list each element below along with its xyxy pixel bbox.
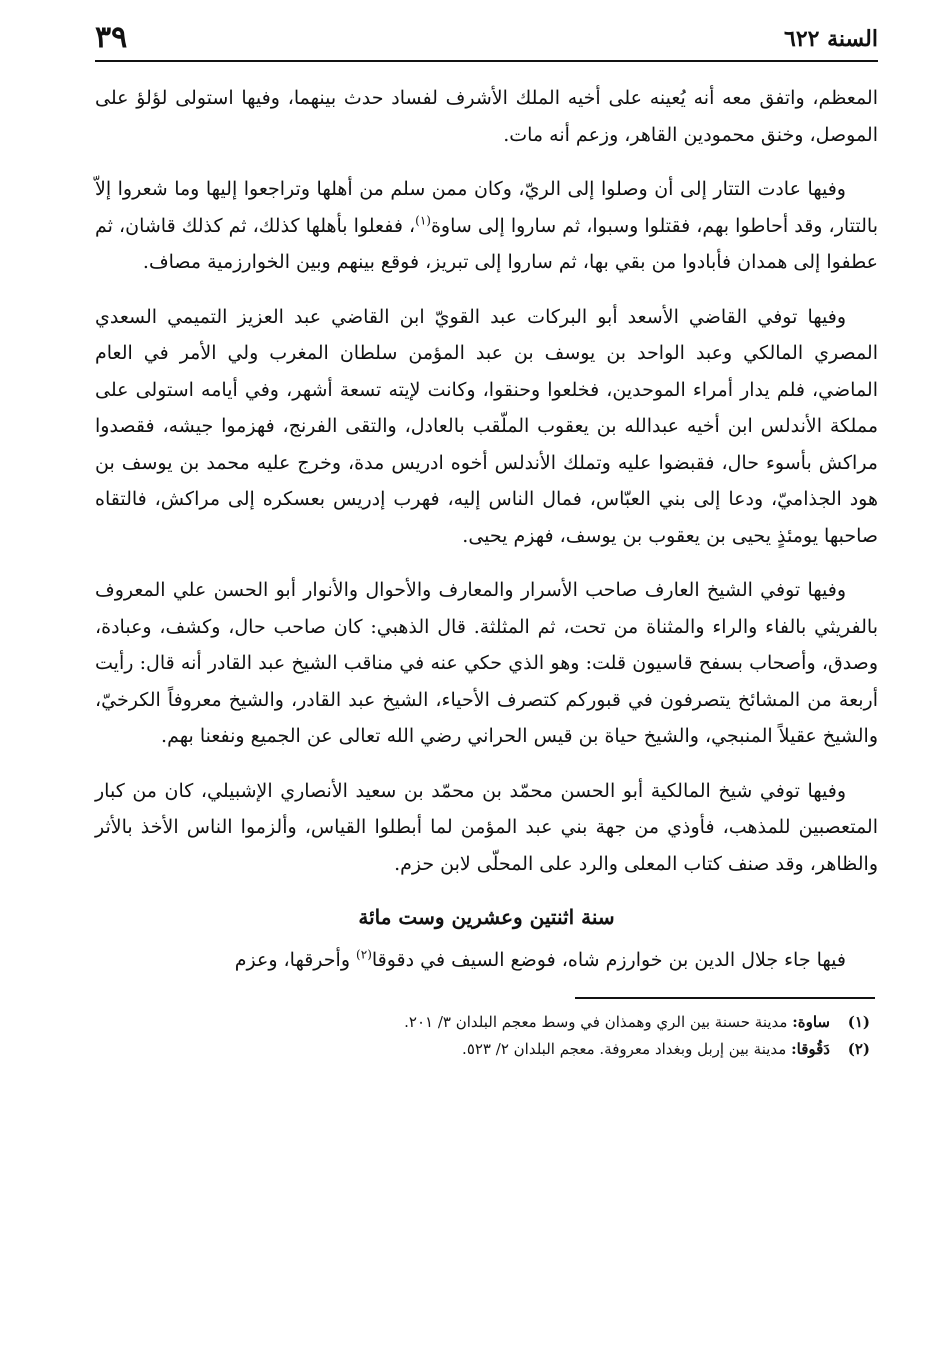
footnote-number: (١) [847, 1012, 870, 1031]
paragraph-5: وفيها توفي شيخ المالكية أبو الحسن محمّد بن محمّد بن سعيد الأنصاري الإشبيلي، كان من كبار المتعصبين للمذهب، فأوذي من جهة بني عبد المؤمن لما أبطلوا القياس، وألزموا الناس الأخذ بالأثر والظاهر، وقد صنف كتاب المعلى والرد على المحلّى لابن حزم. [95, 779, 878, 875]
section-heading: سنة اثنتين وعشرين وست مائة [358, 905, 615, 929]
paragraph-4: وفيها توفي الشيخ العارف صاحب الأسرار والمعارف والأحوال والأنوار أبو الحسن علي المعروف بالفريثي بالفاء والراء والمثناة من تحت، ثم المثلثة. قال الذهبي: كان صاحب حال، وكشف، وعبادة، وصدق، وأصحاب بسفح قاسيون قلت: وهو الذي حكي عنه في مناقب الشيخ عبد القادر أنه قال: رأيت أربعة من المشائخ يتصرفون في قبوركم كتصرف الأحياء، الشيخ عبد القادر، والشيخ معروفاً الكرخيّ، والشيخ عقيلاً المنبجي، والشيخ حياة بن قيس الحراني رضي الله تعالى عن الجميع ونفعنا بهم. [95, 579, 878, 747]
footnote-headword: ساوة: [792, 1012, 830, 1031]
book-page [95, 22, 878, 1332]
section-opening-part-1: فيها جاء جلال الدين بن خوارزم شاه، فوضع السيف في دقوقا [371, 949, 846, 971]
main-text [95, 80, 878, 979]
footnote-ref-2: (٢) [356, 947, 372, 962]
running-header [95, 22, 878, 62]
footnote-divider [575, 997, 875, 999]
footnote-body [404, 1009, 830, 1036]
footnote-text: مدينة بين إربل وبغداد معروفة. معجم البلدان ٢/ ٥٢٣. [462, 1039, 792, 1058]
section-opening-part-2: وأحرقها، وعزم [234, 949, 357, 971]
paragraph-2 [95, 171, 878, 281]
paragraph-2-part-1: وفيها عادت التتار إلى أن وصلوا إلى الريّ، وكان ممن سلم من أهلها وتراجعوا إليها وما شعروا إلاّ بالتتار، وقد أحاطوا بهم، فقتلوا وسبوا، ثم ساروا إلى ساوة [95, 178, 878, 237]
footnote-1 [95, 1009, 878, 1036]
paragraph-1: المعظم، واتفق معه أنه يُعينه على أخيه الملك الأشرف لفساد حدث بينهما، وفيها استولى لؤلؤ على الموصل، وخنق محمودين القاهر، وزعم أنه مات. [95, 87, 878, 146]
footnote-text: مدينة حسنة بين الري وهمذان في وسط معجم البلدان ٣/ ٢٠١. [404, 1012, 793, 1031]
paragraph-3: وفيها توفي القاضي الأسعد أبو البركات عبد القويّ ابن القاضي عبد العزيز التميمي السعدي المصري المالكي وعبد الواحد بن يوسف بن عبد المؤمن سلطان المغرب ولي الأمر في العام الماضي، فلم يدار أمراء الموحدين، فخلعوا وحنقوا، وكانت لإيته تسعة أشهر، وفي أيامه استولى على مملكة الأندلس ابن أخيه عبدالله بن يعقوب الملّقب بالعادل، والتقى الفرنج، فهزموا جيشه، فقصدوا مراكش بأسوء حال، فقبضوا عليه وتملك الأندلس أخوه ادريس مدة، وخرج عليه محمد بن يوسف بن هود الجذاميّ، ودعا إلى بني العبّاس، فمال الناس إليه، فهرب إدريس بعسكره إلى مراكش، فالتقاه صاحبها يومئذٍ يحيى بن يعقوب بن يوسف، فهزم يحيى. [95, 305, 878, 547]
footnote-body [462, 1036, 830, 1063]
paragraph-2-part-2: ، ففعلوا بأهلها كذلك، ثم كذلك قاشان، ثم عطفوا إلى همدان فأبادوا من بقي بها، ثم ساروا إلى تبريز، فوقع بينهم وبين الخوارزمية مصاف. [95, 214, 878, 273]
footnote-ref-1: (١) [415, 213, 431, 228]
footnotes [95, 1009, 878, 1063]
section-opening-paragraph [95, 942, 878, 979]
header-year: السنة ٦٢٢ [784, 26, 878, 52]
footnote-headword: دَقُوقا: [791, 1039, 830, 1058]
page-number: ٣٩ [95, 20, 128, 55]
footnote-number: (٢) [847, 1039, 870, 1058]
footnote-2 [95, 1036, 878, 1063]
